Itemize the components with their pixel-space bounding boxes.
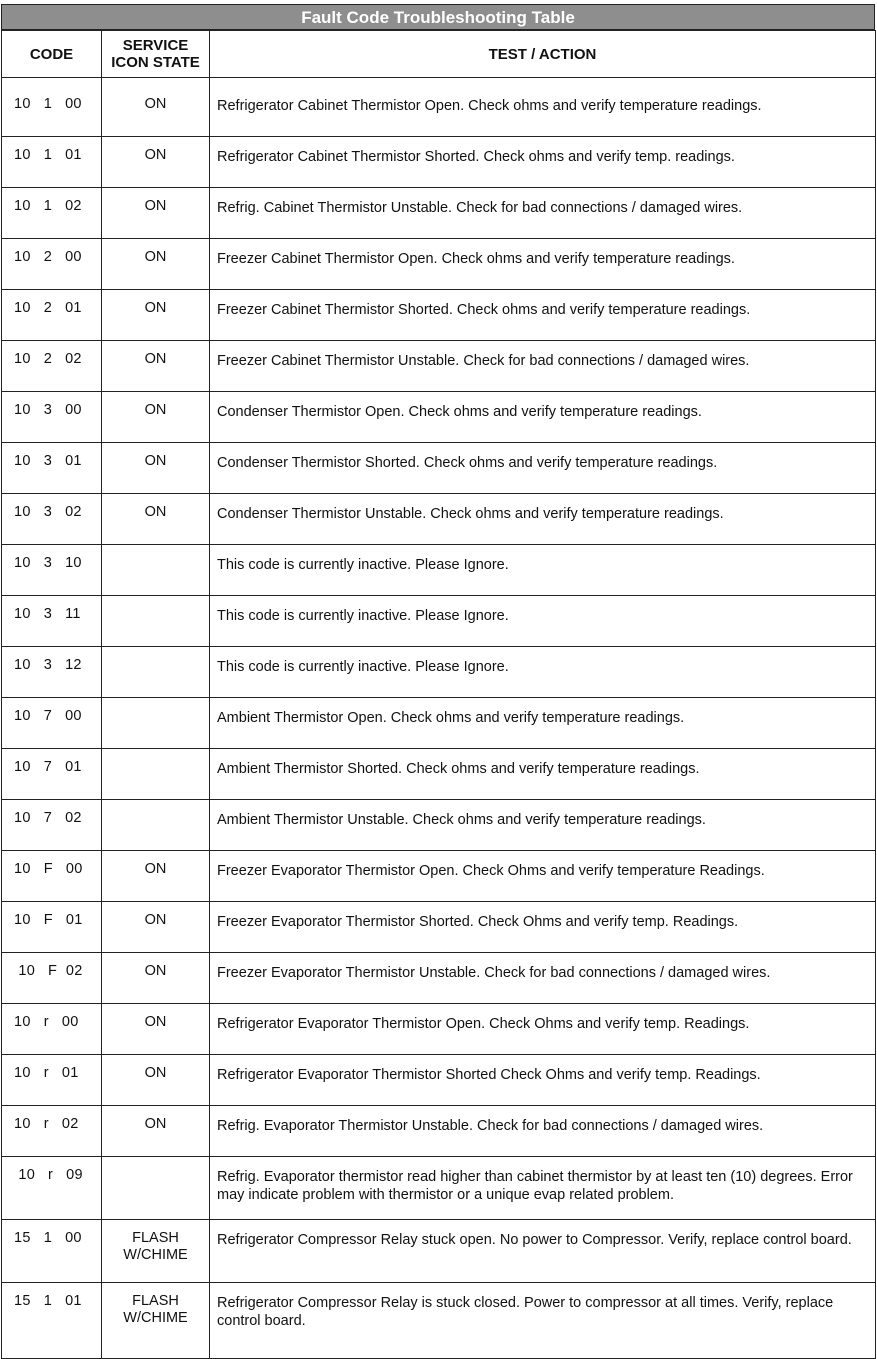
cell-action: Ambient Thermistor Shorted. Check ohms and verify temperature readings. [210,749,876,800]
cell-action: Refrigerator Cabinet Thermistor Shorted. Check ohms and verify temp. readings. [210,137,876,188]
cell-code: 10 1 00 [2,86,102,137]
table-row [2,596,876,647]
cell-state: ON [102,494,210,545]
cell-state: ON [102,851,210,902]
cell-state [102,647,210,698]
table-row [2,1055,876,1106]
cell-state: ON [102,137,210,188]
cell-state [102,596,210,647]
cell-action: This code is currently inactive. Please Ignore. [210,647,876,698]
spacer-row [2,78,876,87]
cell-action: Refrig. Evaporator Thermistor Unstable. Check for bad connections / damaged wires. [210,1106,876,1157]
cell-state: ON [102,188,210,239]
cell-action: Condenser Thermistor Unstable. Check ohms and verify temperature readings. [210,494,876,545]
table-row [2,392,876,443]
cell-state: ON [102,392,210,443]
cell-code: 10 7 00 [2,698,102,749]
cell-action: Refrig. Cabinet Thermistor Unstable. Check for bad connections / damaged wires. [210,188,876,239]
cell-state [102,698,210,749]
cell-action: Ambient Thermistor Open. Check ohms and verify temperature readings. [210,698,876,749]
table-row [2,953,876,1004]
cell-code: 10 3 02 [2,494,102,545]
cell-code: 10 2 00 [2,239,102,290]
cell-state: ON [102,902,210,953]
cell-code: 10 r 01 [2,1055,102,1106]
table-row [2,341,876,392]
table-row [2,239,876,290]
cell-action: This code is currently inactive. Please Ignore. [210,545,876,596]
cell-state [102,749,210,800]
cell-code: 10 3 01 [2,443,102,494]
cell-code: 10 2 02 [2,341,102,392]
table-row [2,749,876,800]
cell-state: FLASH W/CHIME [102,1220,210,1283]
fault-code-table [1,30,876,1359]
fault-code-table-container [1,4,875,1359]
table-row [2,86,876,137]
cell-state: FLASH W/CHIME [102,1283,210,1359]
table-title: Fault Code Troubleshooting Table [1,4,875,30]
header-test-action: TEST / ACTION [210,31,876,78]
cell-code: 10 2 01 [2,290,102,341]
cell-state: ON [102,86,210,137]
cell-code: 10 3 12 [2,647,102,698]
cell-action: Freezer Evaporator Thermistor Unstable. Check for bad connections / damaged wires. [210,953,876,1004]
table-row [2,851,876,902]
table-row [2,137,876,188]
cell-action: Freezer Cabinet Thermistor Open. Check ohms and verify temperature readings. [210,239,876,290]
cell-action: Refrig. Evaporator thermistor read higher than cabinet thermistor by at least ten (10) degrees. Error may indicate problem with thermistor or a unique evap related problem. [210,1157,876,1220]
table-row [2,494,876,545]
cell-code: 10 F 02 [2,953,102,1004]
table-row [2,647,876,698]
cell-state: ON [102,1106,210,1157]
table-row [2,188,876,239]
cell-action: Freezer Cabinet Thermistor Unstable. Check for bad connections / damaged wires. [210,341,876,392]
cell-code: 10 F 01 [2,902,102,953]
cell-action: Ambient Thermistor Unstable. Check ohms and verify temperature readings. [210,800,876,851]
table-row [2,1220,876,1283]
cell-state: ON [102,239,210,290]
cell-code: 10 r 02 [2,1106,102,1157]
cell-state [102,800,210,851]
cell-action: Refrigerator Compressor Relay stuck open. No power to Compressor. Verify, replace control board. [210,1220,876,1283]
cell-code: 10 F 00 [2,851,102,902]
cell-state [102,1157,210,1220]
cell-code: 10 3 11 [2,596,102,647]
header-state-line1: SERVICE [122,37,189,54]
cell-action: Freezer Evaporator Thermistor Open. Check Ohms and verify temperature Readings. [210,851,876,902]
cell-action: Refrigerator Evaporator Thermistor Shorted Check Ohms and verify temp. Readings. [210,1055,876,1106]
header-row [2,31,876,78]
cell-code: 15 1 00 [2,1220,102,1283]
cell-action: Freezer Evaporator Thermistor Shorted. Check Ohms and verify temp. Readings. [210,902,876,953]
table-row [2,800,876,851]
table-row [2,1157,876,1220]
cell-action: Condenser Thermistor Shorted. Check ohms and verify temperature readings. [210,443,876,494]
cell-code: 15 1 01 [2,1283,102,1359]
cell-code: 10 3 00 [2,392,102,443]
cell-action: Condenser Thermistor Open. Check ohms and verify temperature readings. [210,392,876,443]
cell-action: Freezer Cabinet Thermistor Shorted. Check ohms and verify temperature readings. [210,290,876,341]
cell-code: 10 3 10 [2,545,102,596]
table-row [2,1106,876,1157]
cell-state [102,545,210,596]
cell-action: Refrigerator Compressor Relay is stuck closed. Power to compressor at all times. Verify, replace control board. [210,1283,876,1359]
table-row [2,545,876,596]
cell-state: ON [102,341,210,392]
table-row [2,698,876,749]
header-service-icon-state [102,31,210,78]
cell-code: 10 1 02 [2,188,102,239]
header-code: CODE [2,31,102,78]
cell-action: Refrigerator Cabinet Thermistor Open. Check ohms and verify temperature readings. [210,86,876,137]
cell-state: ON [102,290,210,341]
cell-state: ON [102,953,210,1004]
cell-code: 10 r 00 [2,1004,102,1055]
table-row [2,1283,876,1359]
cell-action: Refrigerator Evaporator Thermistor Open. Check Ohms and verify temp. Readings. [210,1004,876,1055]
table-row [2,1004,876,1055]
cell-code: 10 7 02 [2,800,102,851]
cell-action: This code is currently inactive. Please Ignore. [210,596,876,647]
header-state-line2: ICON STATE [111,54,200,71]
cell-state: ON [102,1055,210,1106]
cell-code: 10 r 09 [2,1157,102,1220]
cell-code: 10 1 01 [2,137,102,188]
table-row [2,290,876,341]
table-row [2,902,876,953]
table-row [2,443,876,494]
cell-state: ON [102,443,210,494]
cell-code: 10 7 01 [2,749,102,800]
cell-state: ON [102,1004,210,1055]
